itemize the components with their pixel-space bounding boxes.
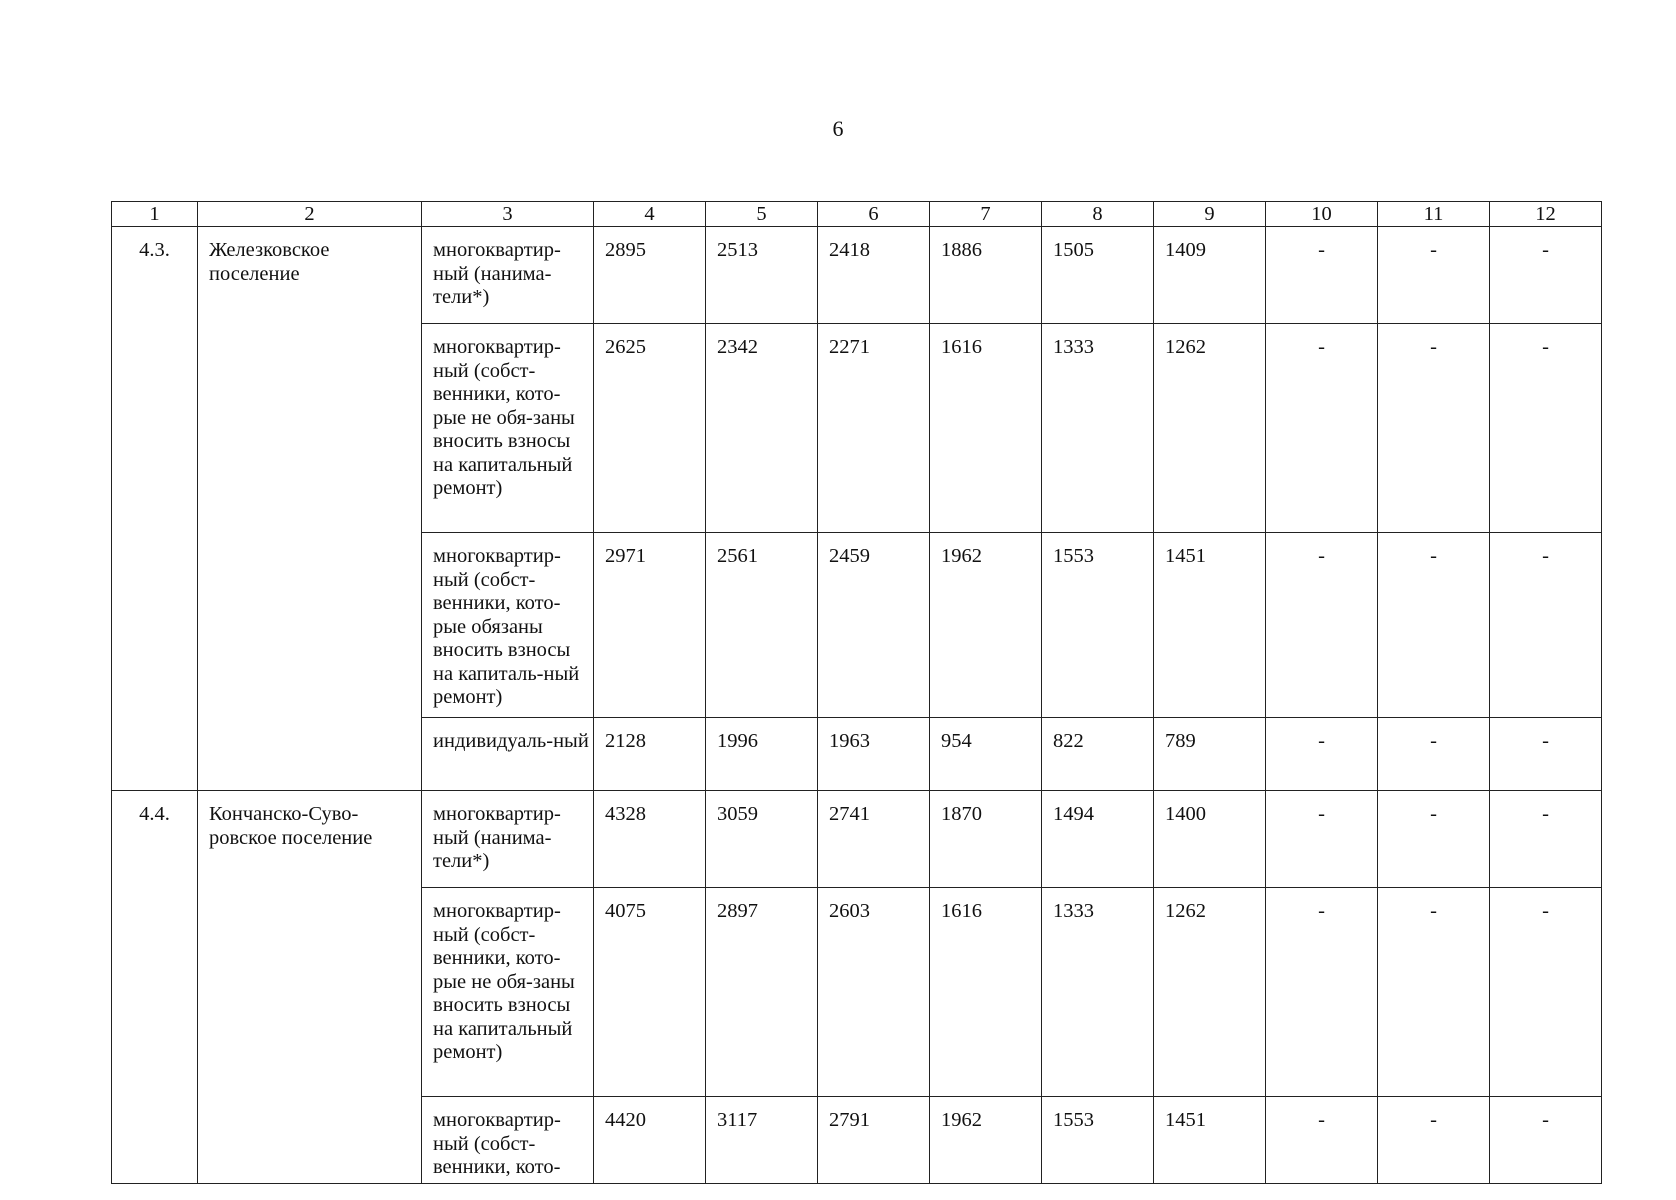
value-cell: 3059 <box>706 791 818 888</box>
column-number: 7 <box>930 202 1042 227</box>
column-number: 1 <box>112 202 198 227</box>
table-row <box>112 791 1602 888</box>
value-cell: 1451 <box>1154 533 1266 718</box>
column-number: 12 <box>1490 202 1602 227</box>
value-cell: 1886 <box>930 227 1042 324</box>
dash-cell: - <box>1490 718 1602 791</box>
column-number: 11 <box>1378 202 1490 227</box>
dash-cell: - <box>1378 888 1490 1097</box>
dash-cell: - <box>1490 888 1602 1097</box>
dash-cell: - <box>1266 324 1378 533</box>
value-cell: 2897 <box>706 888 818 1097</box>
value-cell: 1400 <box>1154 791 1266 888</box>
value-cell: 789 <box>1154 718 1266 791</box>
value-cell: 4420 <box>594 1097 706 1184</box>
value-cell: 2791 <box>818 1097 930 1184</box>
value-cell: 1505 <box>1042 227 1154 324</box>
dash-cell: - <box>1490 1097 1602 1184</box>
table-row <box>112 227 1602 324</box>
column-number: 2 <box>198 202 422 227</box>
column-number: 3 <box>422 202 594 227</box>
dash-cell: - <box>1266 718 1378 791</box>
value-cell: 1262 <box>1154 324 1266 533</box>
value-cell: 1962 <box>930 533 1042 718</box>
value-cell: 1616 <box>930 324 1042 533</box>
value-cell: 4075 <box>594 888 706 1097</box>
column-number: 8 <box>1042 202 1154 227</box>
column-number: 10 <box>1266 202 1378 227</box>
housing-type: индивидуаль-ный <box>422 718 594 791</box>
value-cell: 1996 <box>706 718 818 791</box>
dash-cell: - <box>1266 791 1378 888</box>
value-cell: 2625 <box>594 324 706 533</box>
value-cell: 2603 <box>818 888 930 1097</box>
column-number: 4 <box>594 202 706 227</box>
housing-type: многоквартир-ный (собст-венники, кото-рые не обя-заны вносить взносы на капитальный ремонт) <box>422 324 594 533</box>
value-cell: 2971 <box>594 533 706 718</box>
dash-cell: - <box>1490 227 1602 324</box>
page-number: 6 <box>832 116 844 141</box>
column-number: 6 <box>818 202 930 227</box>
settlement-name: Железковское поселение <box>198 227 422 791</box>
value-cell: 2741 <box>818 791 930 888</box>
housing-type: многоквартир-ный (нанима-тели*) <box>422 227 594 324</box>
column-number: 9 <box>1154 202 1266 227</box>
dash-cell: - <box>1378 1097 1490 1184</box>
dash-cell: - <box>1490 791 1602 888</box>
value-cell: 1553 <box>1042 533 1154 718</box>
housing-type: многоквартир-ный (нанима-тели*) <box>422 791 594 888</box>
value-cell: 1262 <box>1154 888 1266 1097</box>
housing-type: многоквартир-ный (собст-венники, кото-рые обязаны вносить взносы на капиталь-ный ремонт) <box>422 533 594 718</box>
dash-cell: - <box>1378 533 1490 718</box>
value-cell: 1333 <box>1042 324 1154 533</box>
dash-cell: - <box>1266 533 1378 718</box>
row-number: 4.3. <box>112 227 198 791</box>
dash-cell: - <box>1266 1097 1378 1184</box>
value-cell: 1409 <box>1154 227 1266 324</box>
value-cell: 4328 <box>594 791 706 888</box>
value-cell: 2561 <box>706 533 818 718</box>
value-cell: 1451 <box>1154 1097 1266 1184</box>
value-cell: 1333 <box>1042 888 1154 1097</box>
column-number: 5 <box>706 202 818 227</box>
dash-cell: - <box>1490 324 1602 533</box>
dash-cell: - <box>1266 227 1378 324</box>
dash-cell: - <box>1378 791 1490 888</box>
settlement-name: Кончанско-Суво-ровское поселение <box>198 791 422 1184</box>
value-cell: 1553 <box>1042 1097 1154 1184</box>
value-cell: 2342 <box>706 324 818 533</box>
value-cell: 1616 <box>930 888 1042 1097</box>
dash-cell: - <box>1266 888 1378 1097</box>
value-cell: 2128 <box>594 718 706 791</box>
dash-cell: - <box>1378 324 1490 533</box>
value-cell: 1963 <box>818 718 930 791</box>
value-cell: 1494 <box>1042 791 1154 888</box>
housing-type: многоквартир-ный (собст-венники, кото-рые не обя-заны вносить взносы на капитальный ремонт) <box>422 888 594 1097</box>
value-cell: 2513 <box>706 227 818 324</box>
dash-cell: - <box>1490 533 1602 718</box>
column-number-row <box>112 202 1602 227</box>
tariff-table <box>111 201 1602 1184</box>
value-cell: 2271 <box>818 324 930 533</box>
dash-cell: - <box>1378 718 1490 791</box>
value-cell: 2459 <box>818 533 930 718</box>
value-cell: 954 <box>930 718 1042 791</box>
value-cell: 2895 <box>594 227 706 324</box>
value-cell: 1870 <box>930 791 1042 888</box>
value-cell: 3117 <box>706 1097 818 1184</box>
value-cell: 1962 <box>930 1097 1042 1184</box>
value-cell: 2418 <box>818 227 930 324</box>
dash-cell: - <box>1378 227 1490 324</box>
housing-type: многоквартир-ный (собст-венники, кото- <box>422 1097 594 1184</box>
value-cell: 822 <box>1042 718 1154 791</box>
row-number: 4.4. <box>112 791 198 1184</box>
